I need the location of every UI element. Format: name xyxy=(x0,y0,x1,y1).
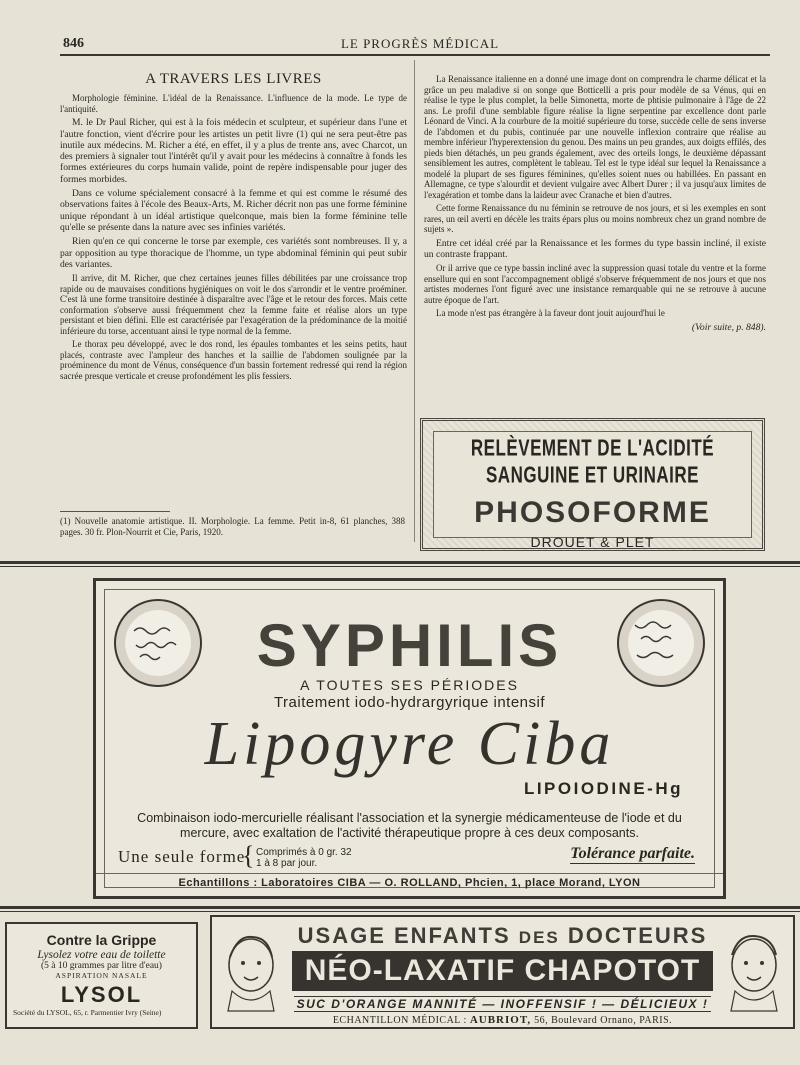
ad-neo-headline-part: DES xyxy=(518,928,560,947)
ad-phosoforme-inner xyxy=(433,431,752,550)
ad-ciba-dose-line: 1 à 8 par jour. xyxy=(256,858,318,869)
ad-lysol-dosage: (5 à 10 grammes par litre d'eau) xyxy=(41,961,162,971)
journal-title: LE PROGRÈS MÉDICAL xyxy=(340,36,500,51)
ad-ciba xyxy=(93,578,726,899)
paragraph: Entre cet idéal créé par la Renaissance et les formes du type bassin incliné, il existe un contraste frappant. xyxy=(424,237,766,260)
ad-neo-headline-part: USAGE ENFANTS xyxy=(297,923,511,948)
ad-phosoforme xyxy=(420,418,765,551)
ad-lysol-usage: ASPIRATION NASALE xyxy=(55,971,148,980)
header-rule xyxy=(60,54,770,56)
continued-note: (Voir suite, p. 848). xyxy=(691,321,766,333)
ad-neo-brand: NÉO-LAXATIF CHAPOTOT xyxy=(292,951,713,991)
paragraph: Rien qu'en ce qui concerne le torse par exemple, ces variétés sont nombreuses. Il y, a par opposition au type thoracique de l'homme, un type abdominal féminin qui peut subir des variantes. xyxy=(60,236,407,270)
ad-neo-address-part: ECHANTILLON MÉDICAL : xyxy=(332,1015,467,1026)
paragraph: Il arrive, dit M. Richer, que chez certaines jeunes filles débilitées par une croissance trop rapide ou de mauvaises conditions hygiéniques on voit le dos s'arrondir et le ventre proéminer. C'est là une forme transitoire destinée à disparaître avec l'âge et le retour des forces. Mais cette conformation s'observe aussi fréquemment chez la femme faite et réalise alors un type persistant et bien défini. Elle est caractérisée par l'exagération de la prédominance de la moitié inférieure du torse, accentuant ainsi le type normal de la femme. xyxy=(60,273,407,336)
ad-neo-tagline: SUC D'ORANGE MANNITÉ — INOFFENSIF ! — DÉLICIEUX ! xyxy=(294,996,711,1012)
paragraph: Cette forme Renaissance du nu féminin se retrouve de nos jours, et si les exemples en sont rares, un œil averti en décèle les traits épars plus ou moins nombreux chez un grand nombre de sujets ». xyxy=(424,203,766,234)
article-subtitle: Morphologie féminine. L'idéal de la Renaissance. L'influence de la mode. Le type de l'antiquité. xyxy=(60,93,407,114)
ad-phosoforme-headline: RELÈVEMENT DE L'ACIDITÉ SANGUINE ET URINAIRE xyxy=(470,435,715,488)
child-portrait-icon xyxy=(220,927,282,1013)
ad-ciba-lipoiodine: LIPOIODINE-Hg xyxy=(523,779,683,798)
ad-ciba-title: SYPHILIS xyxy=(256,612,563,679)
article-right-column xyxy=(424,74,766,333)
footnote-rule xyxy=(60,511,170,512)
ad-neo-address-part: 56, Boulevard Ornano, PARIS. xyxy=(534,1015,673,1026)
ad-neo-address-part: AUBRIOT, xyxy=(469,1014,532,1026)
separator-rule xyxy=(0,566,800,567)
ad-ciba-brand: Lipogyre Ciba xyxy=(204,710,615,778)
ad-ciba-description: Combinaison iodo-mercurielle réalisant l'association et la synergie médicamenteuse de l'iode et du mercure, avec exaltation de l'activité thérapeutique propre à ces deux composants. xyxy=(137,811,682,840)
brace-icon: { xyxy=(242,841,255,870)
ad-phosoforme-brand: PHOSOFORME xyxy=(474,496,711,529)
column-divider xyxy=(414,60,415,542)
ad-ciba-tolerance: Tolérance parfaite. xyxy=(570,845,695,862)
paragraph: Or il arrive que ce type bassin incliné avec la suppression quasi totale du ventre et la forme ensellure qui en sont l'accompagnement obligé s'observe fréquemment de nos jours et que nos artistes modernes l'ont figuré avec une insistance remarquable qui ne se retrouve à aucune autre époque de l'art. xyxy=(424,263,766,305)
ad-phosoforme-maker: DROUET & PLET xyxy=(530,534,655,550)
ad-lysol-address: Société du LYSOL, 65, r. Parmentier Ivry (Seine) xyxy=(13,1008,162,1017)
separator-rule xyxy=(0,906,800,909)
ad-ciba-dose-line: Comprimés à 0 gr. 32 xyxy=(256,847,352,858)
ad-neo-headline xyxy=(292,923,713,949)
article-left-column xyxy=(60,71,407,384)
paragraph: La Renaissance italienne en a donné une image dont on comprendra le charme délicat et la grâce un peu maladive si on songe que Botticelli a pris pour modèle de sa Vénus, qui en réalise le type le plus complet, la belle Simonetta, morte de phtisie pulmonaire à l'âge de 22 ans. Le profil d'une semblable figure réalise la ligne serpentine par excellence dont parle Léonard de Vinci. A la courbure de la moitié supérieure du torse, succède celle de sens inverse de l'abdomen et du pubis, continuée par une nouvelle inflexion contraire que réalise au membre inférieur l'hyperextension du genou. Des mains un peu grandes, aux doigts effilés, des pieds bien détachés, un peu grands également, avec des orteils longs, le deuxième dépassant sensiblement les autres, complètent le tableau. Tel est le type idéal sur lequel la Renaissance a modelé la plupart de ses figures féminines, qu'elles soient nues ou habillées. En passant en Allemagne, ce type s'alourdit et devient vulgaire avec Albert Durer ; il va jusqu'aux limites de l'exagération et tombe dans la laideur avec Cranache et bien d'autres. xyxy=(424,74,766,200)
ad-ciba-samples: Echantillons : Laboratoires CIBA — O. ROLLAND, Phcien, 1, place Morand, LYON xyxy=(96,873,723,889)
ad-lysol-headline: Contre la Grippe xyxy=(46,932,157,948)
paragraph: Dans ce volume spécialement consacré à la femme et qui est comme le résumé des observations faites à l'école des Beaux-Arts, M. Richer décrit non pas une forme féminine unique répondant à un idéal artistique quelconque, mais bien la forme féminine telle qu'elle se présente dans la nature avec ses infinies variétés. xyxy=(60,188,407,233)
paragraph: La mode n'est pas étrangère à la faveur dont jouit aujourd'hui le xyxy=(436,308,665,319)
paragraph: M. le Dr Paul Richer, qui est à la fois médecin et sculpteur, et supérieur dans l'une et l'autre fonction, vient d'écrire pour les artistes un petit livre (1) qui ne sera peut-être pas inutile aux médecins. M. Richer a été, en effet, il y a plus de trente ans, avec Charcot, un des premiers à signaler tout l'intérêt qu'il y avait pour les médecins à connaître à fonds les formes extérieures du corps humain valide, point de repère indispensable pour juger des formes morbides. xyxy=(60,117,407,185)
ad-neo-laxatif xyxy=(210,915,795,1029)
ad-ciba-forme: Une seule forme xyxy=(118,847,246,866)
ad-ciba-subtitle: A TOUTES SES PÉRIODES xyxy=(300,677,519,693)
ad-neo-address xyxy=(292,1014,713,1026)
ad-ciba-dosage xyxy=(256,847,352,869)
footnote: (1) Nouvelle anatomie artistique. II. Morphologie. La femme. Petit in-8, 61 planches, 388 pages. 30 fr. Plon-Nourrit et Cie, Paris, 1920. xyxy=(60,516,405,537)
section-title: A TRAVERS LES LIVRES xyxy=(145,71,322,87)
ad-lysol-brand: LYSOL xyxy=(60,982,143,1007)
ad-neo-headline-part: DOCTEURS xyxy=(567,923,708,948)
page-number: 846 xyxy=(63,36,84,51)
child-portrait-icon xyxy=(723,927,785,1013)
separator-rule xyxy=(0,561,800,564)
paragraph: Le thorax peu développé, avec le dos rond, les épaules tombantes et les seins petits, haut placés, contraste avec l'ampleur des hanches et la saillie de l'abdomen soulignée par la proéminence du mont de Vénus, conséquence d'un bassin fortement redressé qui rend la région sacrée presque verticale et creuse profondément les plis fessiers. xyxy=(60,339,407,381)
ad-lysol xyxy=(5,922,198,1029)
ad-ciba-treatment: Traitement iodo-hydrargyrique intensif xyxy=(273,694,546,711)
ad-lysol-tagline: Lysolez votre eau de toilette xyxy=(37,949,166,961)
separator-rule xyxy=(0,911,800,912)
